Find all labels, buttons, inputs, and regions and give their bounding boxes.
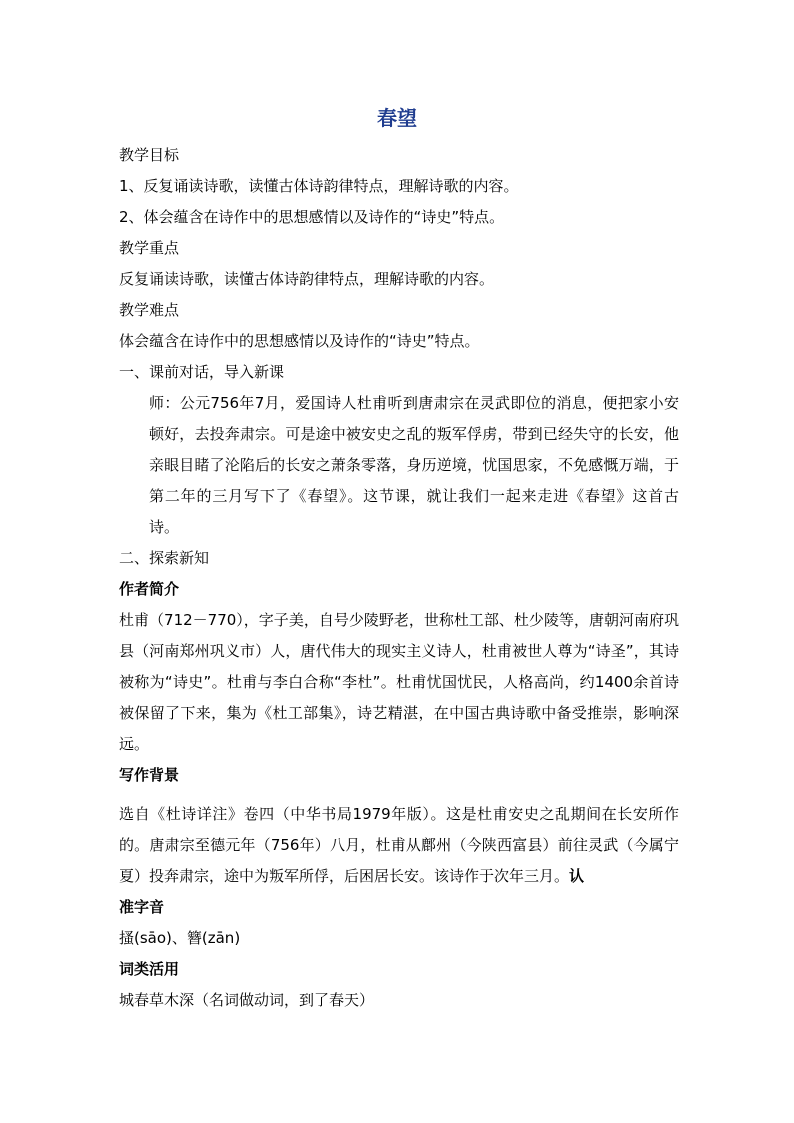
author-text: 杜甫（712－770），字子美，自号少陵野老，世称杜工部、杜少陵等，唐朝河南府巩县（河南郑州巩义市）人，唐代伟大的现实主义诗人，杜甫被世人尊为“诗圣”，其诗被称为“诗史”。杜甫与李白合称“李杜”。杜甫忧国忧民，人格高尚，约1400余首诗被保留了下来，集为《杜工部集》，诗艺精湛，在中国古典诗歌中备受推崇，影响深远。 xyxy=(119,611,679,753)
section2-heading: 二、探索新知 xyxy=(119,549,210,567)
objective-item: 2、体会蕴含在诗作中的思想感情以及诗作的“诗史”特点。 xyxy=(119,208,505,226)
pronunciation-heading: 准字音 xyxy=(119,898,165,916)
section1-heading: 一、课前对话，导入新课 xyxy=(119,363,285,381)
key-points-heading: 教学重点 xyxy=(119,239,180,257)
background-heading: 写作背景 xyxy=(119,766,180,784)
section1-paragraph: 师：公元756年7月，爱国诗人杜甫听到唐肃宗在灵武即位的消息，便把家小安顿好，去投奔肃宗。可是途中被安史之乱的叛军俘虏，带到已经失守的长安，他亲眼目睹了沦陷后的长安之萧条零落，身历逆境，忧国思家，不免感慨万端，于第二年的三月写下了《春望》。这节课，就让我们一起来走进《春望》这首古诗。 xyxy=(149,394,679,536)
document-body xyxy=(119,140,679,1016)
word-usage-text: 城春草木深（名词做动词，到了春天） xyxy=(119,991,375,1009)
difficulties-heading: 教学难点 xyxy=(119,301,180,319)
pronunciation-text: 搔(sāo)、簪(zān) xyxy=(119,929,241,947)
background-text: 选自《杜诗详注》卷四（中华书局1979年版）。这是杜甫安史之乱期间在长安所作的。唐肃宗至德元年（756年）八月，杜甫从鄜州（今陕西富县）前往灵武（今属宁夏）投奔肃宗，途中为叛军所俘，后困居长安。该诗作于次年三月。 xyxy=(119,805,679,885)
key-points-text: 反复诵读诗歌，读懂古体诗韵律特点，理解诗歌的内容。 xyxy=(119,270,495,288)
spacer xyxy=(119,791,679,799)
objective-item: 1、反复诵读诗歌，读懂古体诗韵律特点，理解诗歌的内容。 xyxy=(119,177,519,195)
background-paragraph xyxy=(119,799,679,892)
background-trailing-bold: 认 xyxy=(569,867,585,885)
word-usage-heading: 词类活用 xyxy=(119,960,180,978)
author-heading: 作者简介 xyxy=(119,580,180,598)
difficulties-text: 体会蕴含在诗作中的思想感情以及诗作的“诗史”特点。 xyxy=(119,332,480,350)
page-title: 春望 xyxy=(377,106,417,130)
objectives-heading: 教学目标 xyxy=(119,146,180,164)
